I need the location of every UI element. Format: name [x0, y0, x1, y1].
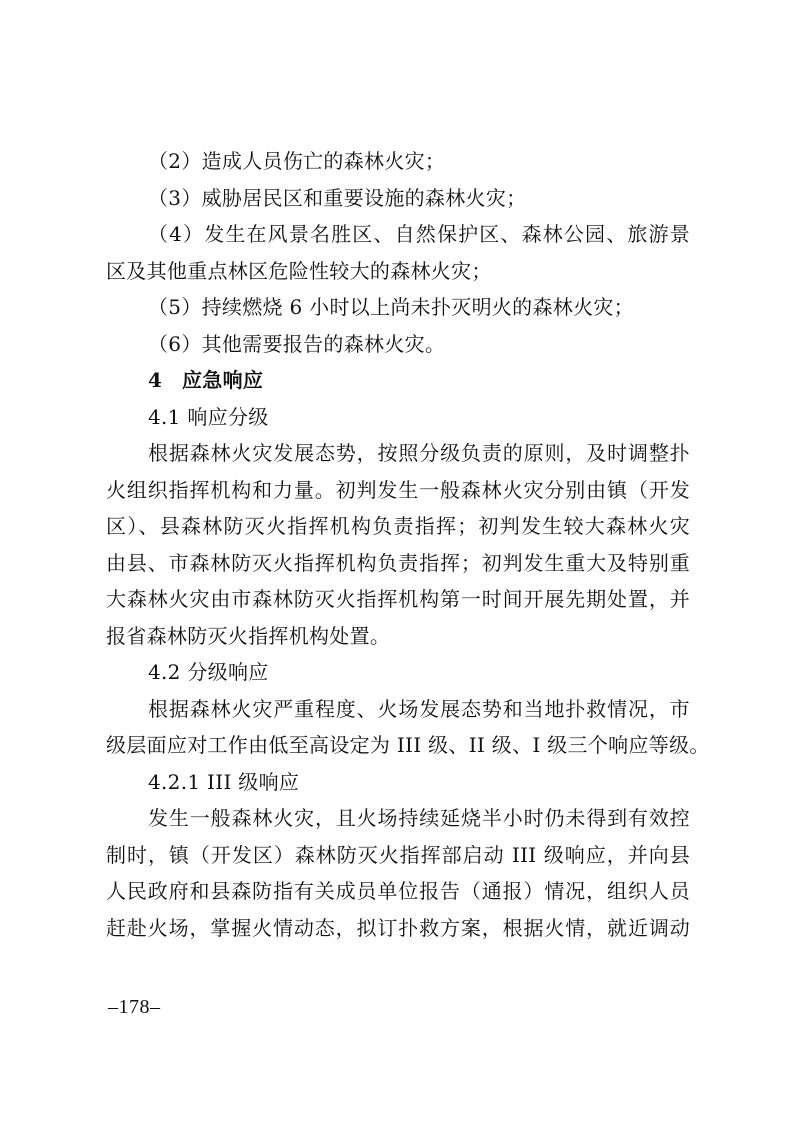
section-heading [106, 362, 690, 399]
paragraph-line: 由县、市森林防灭火指挥机构负责指挥；初判发生重大及特别重 [106, 550, 690, 575]
subsection-heading: 4.2.1 III 级响应 [148, 769, 300, 794]
section-title: 应急响应 [182, 368, 264, 392]
paragraph-line: 报省森林防灭火指挥机构处置。 [106, 623, 391, 648]
paragraph-line: 大森林火灾由市森林防灭火指挥机构第一时间开展先期处置，并 [106, 587, 690, 611]
list-item: （4）发生在风景名胜区、自然保护区、森林公园、旅游景 [148, 222, 690, 246]
paragraph-line: 赶赴火场，掌握火情动态，拟订扑救方案，根据火情，就近调动 [106, 915, 690, 940]
paragraph-line: 根据森林火灾严重程度、火场发展态势和当地扑救情况，市 [148, 696, 690, 721]
list-item: （3）威胁居民区和重要设施的森林火灾； [148, 185, 527, 210]
paragraph-line: 发生一般森林火灾，且火场持续延烧半小时仍未得到有效控 [148, 806, 690, 830]
paragraph-line: 区）、县森林防灭火指挥机构负责指挥；初判发生较大森林火灾 [106, 514, 690, 538]
subsection-heading: 4.1 响应分级 [148, 404, 269, 429]
section-number: 4 [148, 368, 163, 392]
paragraph-line: 制时，镇（开发区）森林防灭火指挥部启动 III 级响应，并向县 [106, 842, 690, 867]
subsection-heading: 4.2 分级响应 [148, 660, 269, 684]
paragraph-line: 火组织指挥机构和力量。初判发生一般森林火灾分别由镇（开发 [106, 477, 690, 502]
paragraph-line: 级层面应对工作由低至高设定为 III 级、II 级、I 级三个响应等级。 [106, 733, 710, 757]
document-body [106, 143, 710, 946]
paragraph-line: 根据森林火灾发展态势，按照分级负责的原则，及时调整扑 [148, 441, 690, 465]
paragraph-line: 人民政府和县森防指有关成员单位报告（通报）情况，组织人员 [106, 879, 690, 903]
list-item-continuation: 区及其他重点林区危险性较大的森林火灾； [106, 258, 492, 283]
list-item: （2）造成人员伤亡的森林火灾； [148, 149, 446, 173]
list-item: （6）其他需要报告的森林火灾。 [148, 331, 446, 356]
list-item: （5）持续燃烧 6 小时以上尚未扑灭明火的森林火灾； [148, 295, 634, 319]
page-number: –178– [108, 996, 161, 1018]
